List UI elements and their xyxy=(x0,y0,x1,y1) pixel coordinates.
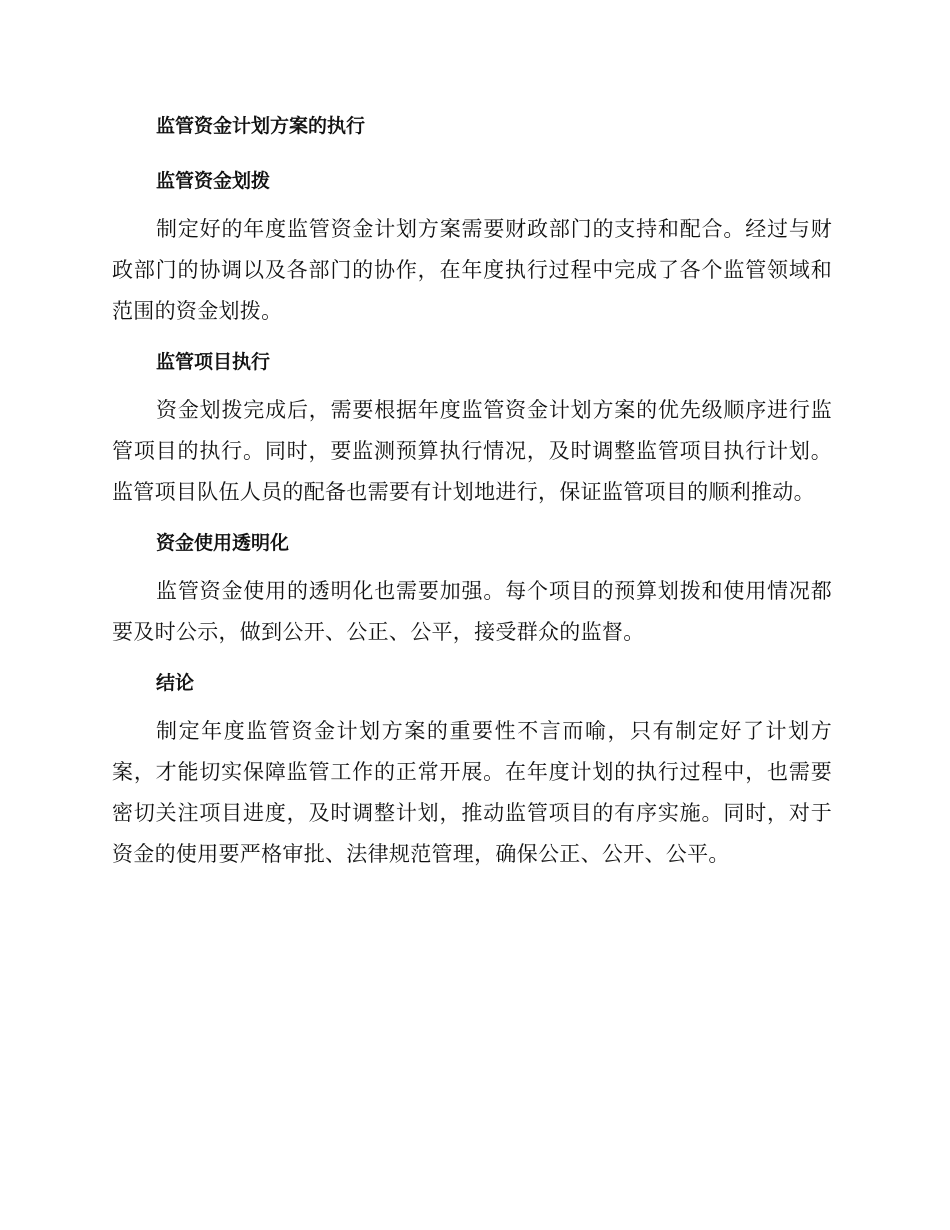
section-heading: 监管项目执行 xyxy=(156,351,271,373)
section-paragraph: 制定年度监管资金计划方案的重要性不言而喻，只有制定好了计划方案，才能切实保障监管工作的正常开展。在年度计划的执行过程中，也需要密切关注项目进度，及时调整计划，推动监管项目的有序实施。同时，对于资金的使用要严格审批、法律规范管理，确保公正、公开、公平。 xyxy=(112,719,832,866)
section-heading: 结论 xyxy=(156,672,195,694)
section-paragraph: 监管资金使用的透明化也需要加强。每个项目的预算划拨和使用情况都要及时公示，做到公开、公正、公平，接受群众的监督。 xyxy=(112,579,832,644)
section-fund-allocation xyxy=(112,165,832,332)
section-paragraph: 资金划拨完成后，需要根据年度监管资金计划方案的优先级顺序进行监管项目的执行。同时，要监测预算执行情况，及时调整监管项目执行计划。监管项目队伍人员的配备也需要有计划地进行，保证监管项目的顺利推动。 xyxy=(112,398,832,504)
section-project-execution xyxy=(112,346,832,513)
section-heading: 监管资金划拨 xyxy=(156,170,271,192)
section-transparency xyxy=(112,527,832,653)
section-paragraph: 制定好的年度监管资金计划方案需要财政部门的支持和配合。经过与财政部门的协调以及各部门的协作，在年度执行过程中完成了各个监管领域和范围的资金划拨。 xyxy=(112,217,832,323)
section-heading: 资金使用透明化 xyxy=(156,532,290,554)
section-conclusion xyxy=(112,667,832,875)
document-page xyxy=(112,110,832,889)
document-title: 监管资金计划方案的执行 xyxy=(156,115,366,137)
